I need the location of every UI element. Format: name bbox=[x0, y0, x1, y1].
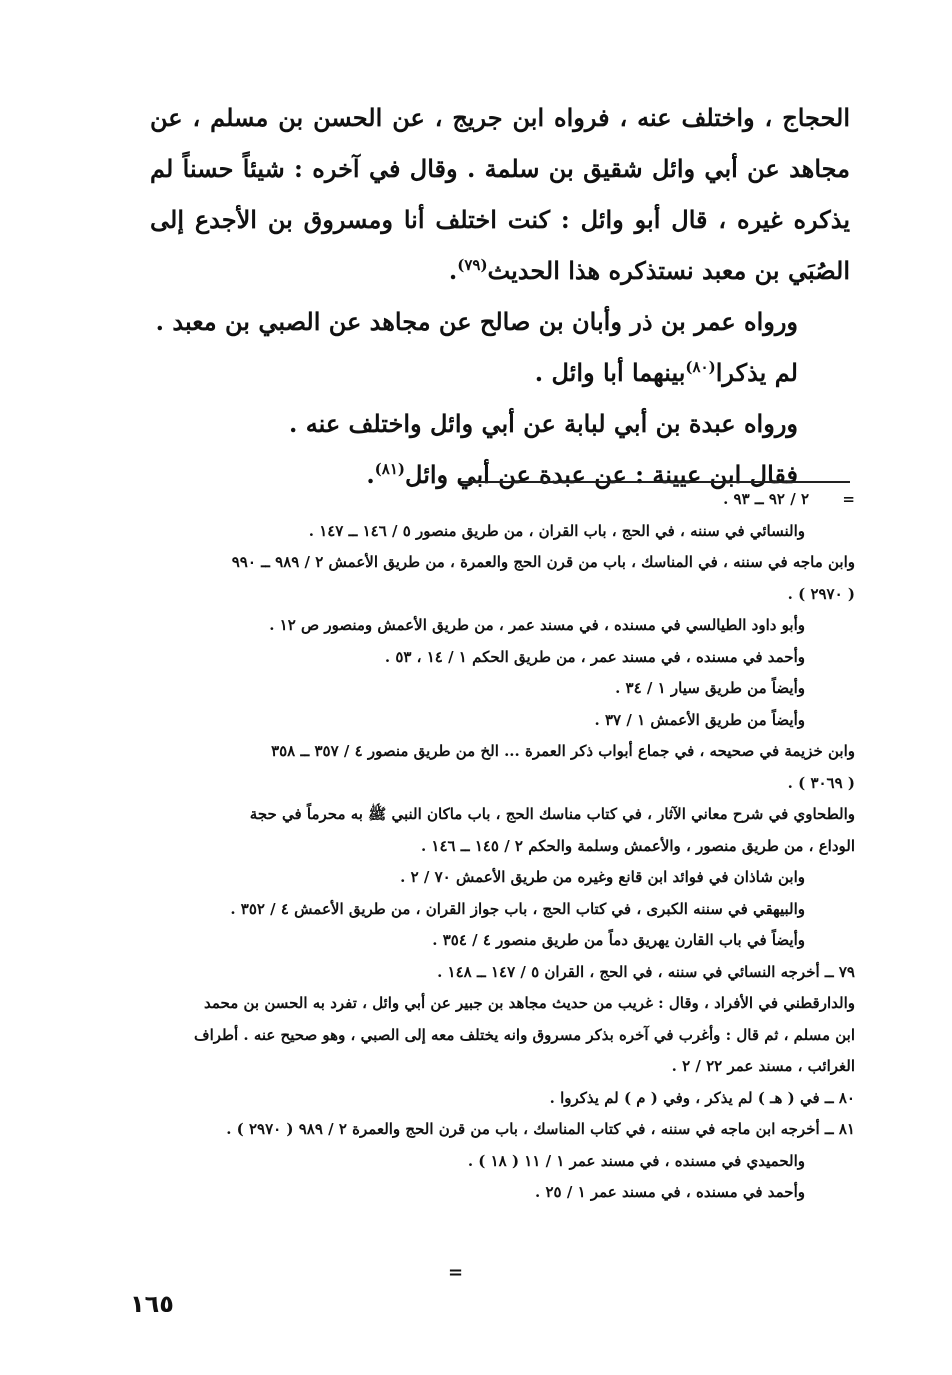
footnote-line: الوداع ، من طريق منصور ، والأعمش وسلمة والحكم ٢ / ١٤٥ ــ ١٤٦ . bbox=[420, 836, 855, 855]
paragraph-2: ورواه عمر بن ذر وأبان بن صالح عن مجاهد عن الصبي بن معبد . bbox=[155, 307, 798, 336]
paragraph-3 bbox=[150, 347, 798, 398]
paragraph-1 bbox=[150, 92, 850, 296]
paragraph-5-end: . bbox=[366, 460, 375, 489]
paragraph-3-text-b: بينهما أبا وائل . bbox=[534, 358, 686, 387]
footnote-line: والطحاوي في شرح معاني الآثار ، في كتاب مناسك الحج ، باب ماكان النبي ﷺ به محرماً في حجة bbox=[249, 805, 855, 823]
footnote-line: وابن ماجه في سننه ، في المناسك ، باب من قرن الحج والعمرة ، من طريق الأعمش ٢ / ٩٨٩ ــ ٩٩٠ bbox=[231, 553, 855, 571]
footnote-line: وأيضاً من طريق الأعمش ١ / ٣٧ . bbox=[594, 710, 805, 729]
footnote-ref-81[interactable]: (٨١) bbox=[374, 460, 406, 478]
footnote-line: وأيضاً في باب القارن يهريق دماً من طريق منصور ٤ / ٣٥٤ . bbox=[432, 931, 805, 949]
footnote-line: ( ٢٩٧٠ ) . bbox=[787, 584, 855, 603]
footnote-line: والحميدي في مسنده ، في مسند عمر ١ / ١١ ( ١٨ ) . bbox=[467, 1151, 805, 1170]
footnote-line: وأبو داود الطيالسي في مسنده ، في مسند عمر ، من طريق الأعمش ومنصور ص ١٢ . bbox=[269, 616, 805, 634]
footnote-line: وابن خزيمة في صحيحه ، في جماع أبواب ذكر العمرة ... الخ من طريق منصور ٤ / ٣٥٧ ــ ٣٥٨ bbox=[271, 742, 855, 760]
footnote-separator bbox=[460, 481, 850, 483]
footnote-line: والبيهقي في سننه الكبرى ، في كتاب الحج ، باب جواز القران ، من طريق الأعمش ٤ / ٣٥٢ . bbox=[230, 899, 805, 918]
footnote-line: وأحمد في مسنده ، في مسند عمر ، من طريق الحكم ١ / ١٤ ، ٥٣ . bbox=[384, 647, 805, 666]
footnote-line: ( ٣٠٦٩ ) . bbox=[787, 773, 855, 792]
page-number: ١٦٥ bbox=[130, 1290, 174, 1318]
footnote-ref-79[interactable]: (٧٩) bbox=[457, 256, 488, 274]
paragraph-5-text-a: فقال ابن عيينة : عن عبدة عن أبي وائل bbox=[405, 460, 798, 489]
paragraph-3-text-a: لم يذكرا bbox=[715, 358, 798, 387]
paragraph-1-text: الحجاج ، واختلف عنه ، فرواه ابن جريج ، عن الحسن بن مسلم ، عن مجاهد عن أبي وائل شقيق بن سلمة . وقال في آخره : شيئاً حسناً لم يذكره غيره ، قال أبو وائل : كنت اختلف أنا ومسروق بن الأجدع إلى الصُبَي بن معبد نستذكره هذا الحديث bbox=[150, 103, 850, 285]
footnote-ref-80[interactable]: (٨٠) bbox=[685, 358, 716, 376]
main-text bbox=[150, 92, 850, 500]
footnote-line: الغرائب ، مسند عمر ٢٢ / ٢ . bbox=[671, 1057, 855, 1075]
footnote-line: وابن شاذان في فوائد ابن قانع وغيره من طريق الأعمش ٧٠ / ٢ . bbox=[400, 868, 805, 886]
continuation-mark: = bbox=[842, 490, 855, 508]
footnote-80: ٨٠ ــ في ( هـ ) لم يذكر ، وفي ( م ) لم يذكروا . bbox=[549, 1088, 855, 1107]
footnote-continued-text: ٢ / ٩٢ ــ ٩٣ . bbox=[723, 490, 809, 508]
footnote-line: والنسائي في سننه ، في الحج ، باب القران ، من طريق منصور ٥ / ١٤٦ ــ ١٤٧ . bbox=[308, 521, 805, 540]
footnote-continued bbox=[145, 484, 855, 516]
footnotes bbox=[145, 484, 855, 1209]
footnote-line: ابن مسلم ، ثم قال : وأغرب في آخره بذكر مسروق وانه يختلف معه إلى الصبي ، وهو صحيح عنه . أطراف bbox=[194, 1025, 855, 1044]
paragraph-4: ورواه عبدة بن أبي لبابة عن أبي وائل واختلف عنه . bbox=[289, 409, 798, 438]
footnote-line: والدارقطني في الأفراد ، وقال : غريب من حديث مجاهد بن جبير عن أبي وائل ، تفرد به الحسن بن محمد bbox=[204, 994, 855, 1012]
footnote-line: وأحمد في مسنده ، في مسند عمر ١ / ٢٥ . bbox=[535, 1183, 805, 1201]
footnote-81: ٨١ ــ أخرجه ابن ماجه في سننه ، في كتاب المناسك ، باب من قرن الحج والعمرة ٢ / ٩٨٩ ( ٢٩٧٠ ) . bbox=[226, 1120, 855, 1138]
footnote-line: وأيضاً من طريق سيار ١ / ٣٤ . bbox=[615, 679, 805, 697]
paragraph-1-end: . bbox=[448, 256, 458, 285]
footnote-79: ٧٩ ــ أخرجه النسائي في سننه ، في الحج ، القران ٥ / ١٤٧ ــ ١٤٨ . bbox=[437, 962, 855, 981]
continuation-mark-bottom: = bbox=[448, 1262, 464, 1283]
